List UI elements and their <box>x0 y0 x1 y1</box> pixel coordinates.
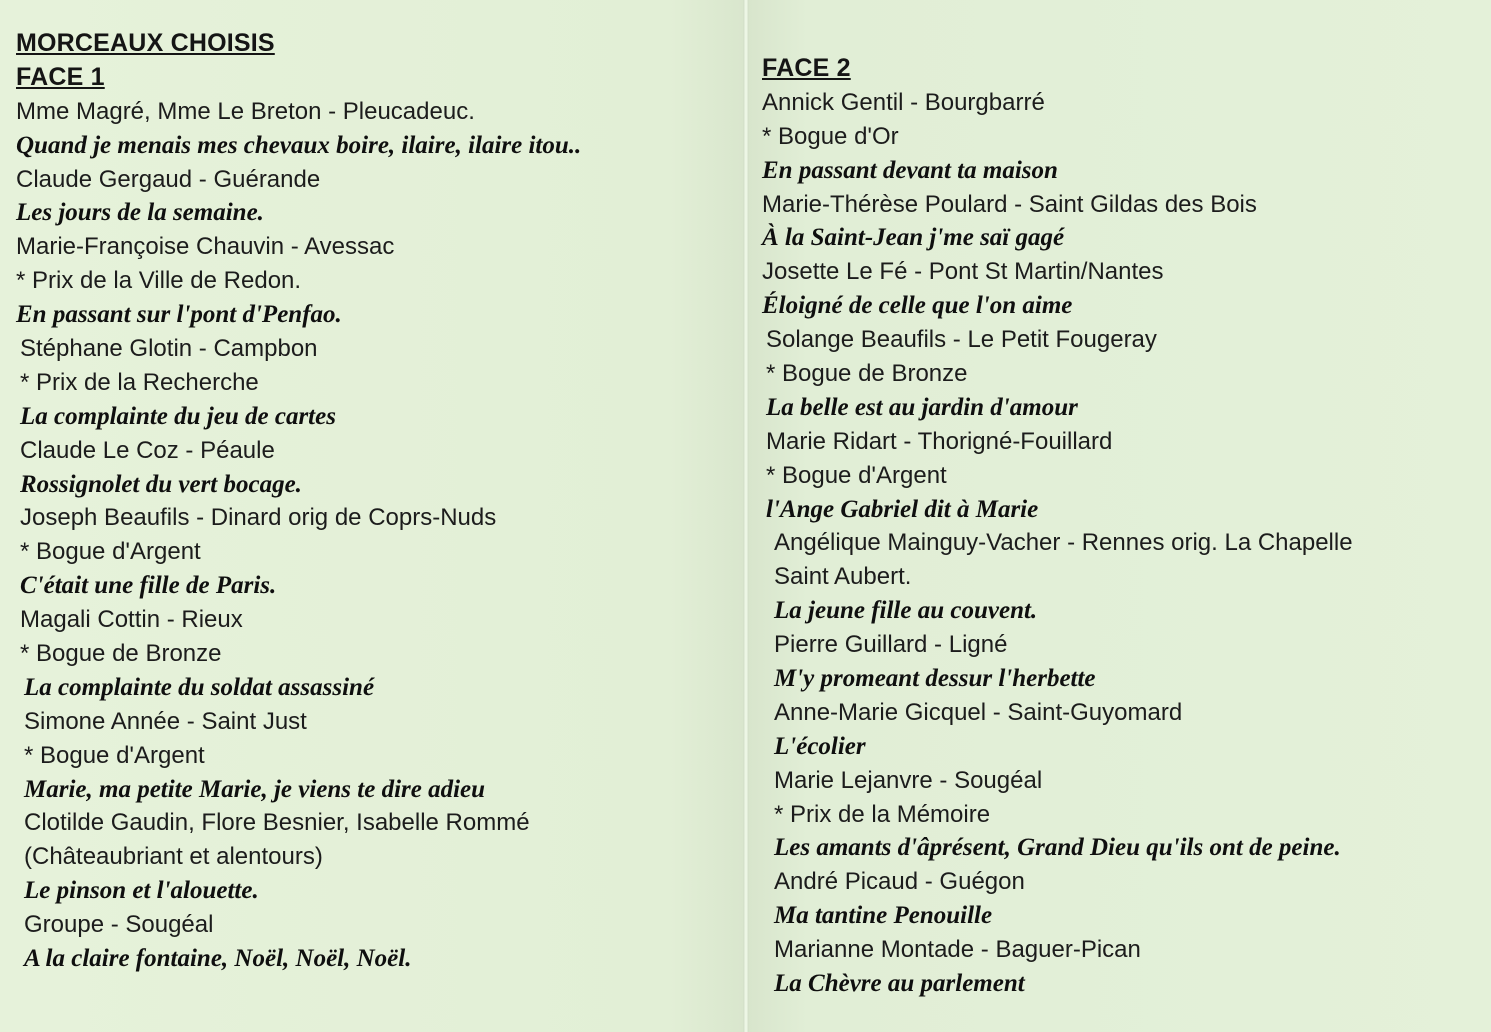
song-title: Les jours de la semaine. <box>16 199 264 227</box>
song-title: La Chèvre au parlement <box>774 970 1025 998</box>
performer-line: Josette Le Fé - Pont St Martin/Nantes <box>762 258 1164 286</box>
song-title: La belle est au jardin d'amour <box>766 393 1078 421</box>
song-title: Rossignolet du vert bocage. <box>20 470 302 498</box>
performer-line: Groupe - Sougéal <box>24 911 214 939</box>
song-title: Éloigné de celle que l'on aime <box>762 292 1073 320</box>
performer-line: Marie-Thérèse Poulard - Saint Gildas des Bois <box>762 190 1257 218</box>
performer-line: Anne-Marie Gicquel - Saint-Guyomard <box>774 698 1183 726</box>
face-1-heading: FACE 1 <box>16 62 105 91</box>
performer-line: Stéphane Glotin - Campbon <box>20 335 318 363</box>
prize-line: * Bogue d'Or <box>762 122 899 150</box>
performer-line: Annick Gentil - Bourgbarré <box>762 88 1045 116</box>
song-title: À la Saint-Jean j'me saï gagé <box>762 224 1065 252</box>
performer-line: Marie-Françoise Chauvin - Avessac <box>16 233 395 261</box>
performer-line: Claude Gergaud - Guérande <box>16 165 321 193</box>
song-title: Ma tantine Penouille <box>774 902 993 930</box>
prize-line: * Bogue d'Argent <box>766 461 947 489</box>
face-2-heading: FACE 2 <box>762 54 851 82</box>
page-fold <box>743 0 749 1032</box>
song-title: La jeune fille au couvent. <box>774 597 1038 625</box>
prize-line: * Bogue d'Argent <box>24 741 205 769</box>
performer-line: Magali Cottin - Rieux <box>20 606 243 634</box>
song-title: Quand je menais mes chevaux boire, ilaire, ilaire itou.. <box>16 131 582 159</box>
performer-line: Pierre Guillard - Ligné <box>774 631 1008 659</box>
performer-line: (Châteaubriant et alentours) <box>24 843 323 871</box>
song-title: M'y promeant dessur l'herbette <box>774 665 1096 693</box>
performer-line: Saint Aubert. <box>774 563 912 591</box>
performer-line: Simone Année - Saint Just <box>24 707 307 735</box>
song-title: Le pinson et l'alouette. <box>24 877 259 905</box>
face-2-column <box>762 52 1353 1001</box>
face-2-track-list <box>762 86 1353 1001</box>
prize-line: * Prix de la Ville de Redon. <box>16 267 302 295</box>
prize-line: * Bogue de Bronze <box>20 640 222 668</box>
song-title: L'écolier <box>774 732 866 760</box>
song-title: l'Ange Gabriel dit à Marie <box>766 495 1039 523</box>
face-1-column <box>16 27 581 976</box>
prize-line: * Bogue d'Argent <box>20 538 201 566</box>
performer-line: Marie Lejanvre - Sougéal <box>774 766 1043 794</box>
performer-line: Marie Ridart - Thorigné-Fouillard <box>766 427 1113 455</box>
performer-line: Claude Le Coz - Péaule <box>20 436 275 464</box>
collection-title: MORCEAUX CHOISIS <box>16 29 275 57</box>
prize-line: * Bogue de Bronze <box>766 360 968 388</box>
prize-line: * Prix de la Mémoire <box>774 800 991 828</box>
performer-line: Clotilde Gaudin, Flore Besnier, Isabelle Rommé <box>24 809 530 837</box>
song-title: La complainte du jeu de cartes <box>20 402 336 430</box>
performer-line: Solange Beaufils - Le Petit Fougeray <box>766 326 1157 354</box>
song-title: Les amants d'âprésent, Grand Dieu qu'ils ont de peine. <box>774 834 1341 862</box>
song-title: C'était une fille de Paris. <box>20 572 277 600</box>
face-1-track-list <box>16 95 581 976</box>
song-title: Marie, ma petite Marie, je viens te dire adieu <box>24 775 486 803</box>
song-title: A la claire fontaine, Noël, Noël, Noël. <box>24 945 412 973</box>
prize-line: * Prix de la Recherche <box>20 368 259 396</box>
performer-line: André Picaud - Guégon <box>774 868 1025 896</box>
performer-line: Joseph Beaufils - Dinard orig de Coprs-Nuds <box>20 504 497 532</box>
performer-line: Marianne Montade - Baguer-Pican <box>774 936 1141 964</box>
performer-line: Angélique Mainguy-Vacher - Rennes orig. La Chapelle <box>774 529 1353 557</box>
song-title: La complainte du soldat assassiné <box>24 673 375 701</box>
song-title: En passant devant ta maison <box>762 156 1058 184</box>
song-title: En passant sur l'pont d'Penfao. <box>16 301 342 329</box>
performer-line: Mme Magré, Mme Le Breton - Pleucadeuc. <box>16 97 475 125</box>
